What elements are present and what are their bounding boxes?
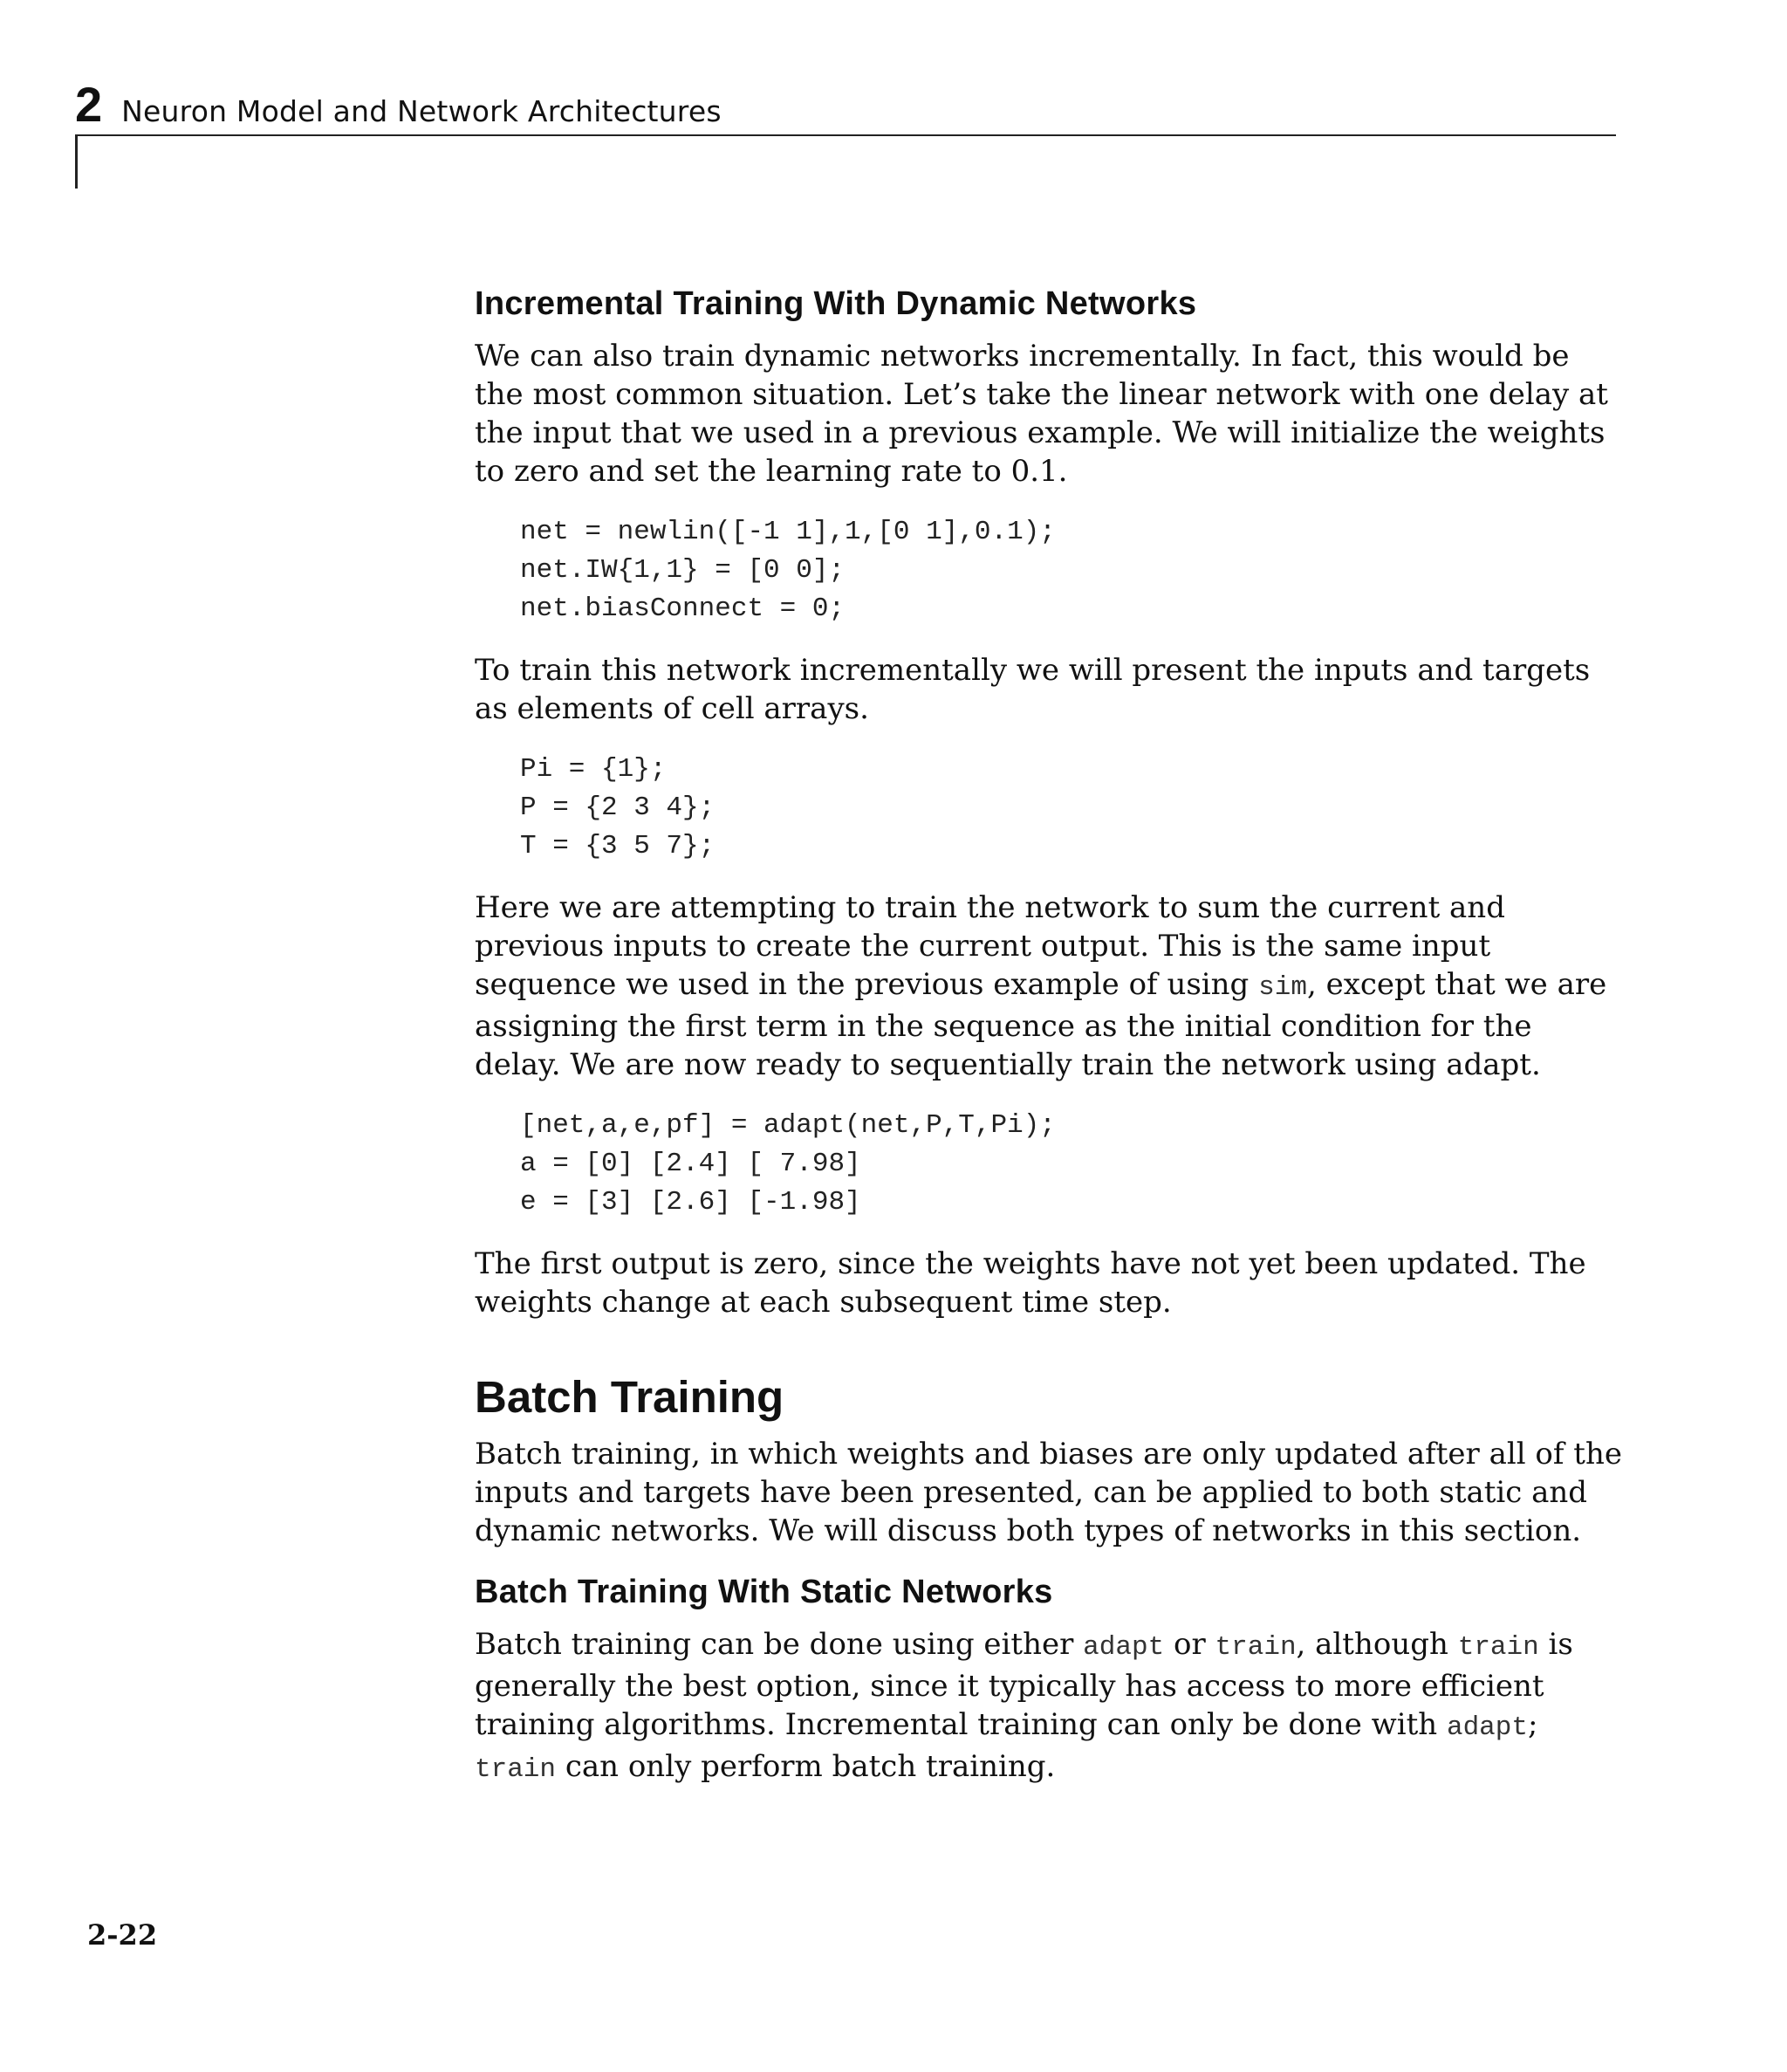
- inline-code: train: [475, 1753, 557, 1785]
- running-header: [75, 77, 722, 134]
- text-run: Batch training can be done using either: [475, 1626, 1084, 1662]
- chapter-number: 2: [75, 77, 103, 132]
- text-run: ;: [1527, 1706, 1538, 1742]
- paragraph: To train this network incrementally we will present the inputs and targets as elements of cell arrays.: [475, 652, 1591, 726]
- code-line: [net,a,e,pf] = adapt(net,P,T,Pi);: [520, 1109, 1056, 1141]
- inline-code: adapt: [1083, 1631, 1165, 1663]
- page-number: 2-22: [87, 1918, 158, 1952]
- text-run: or: [1164, 1626, 1215, 1662]
- page-content: [475, 285, 1626, 1812]
- text-run: can only perform batch training.: [556, 1748, 1056, 1784]
- code-block-adapt: [520, 1107, 1626, 1222]
- code-block-cell-arrays: [520, 751, 1626, 866]
- code-line: T = {3 5 7};: [520, 830, 715, 861]
- text-run: , except that we are assigning the first term in the sequence as the initial condition for the delay. We are now ready to sequentially train the network using adapt.: [475, 966, 1607, 1082]
- code-block-newlin: [520, 513, 1626, 628]
- header-tick: [75, 134, 78, 189]
- inline-code: train: [1457, 1631, 1539, 1663]
- paragraph: Batch training, in which weights and biases are only updated after all of the inputs and targets have been presented, can be applied to both static and dynamic networks. We will discuss both types of networks in this section.: [475, 1437, 1622, 1549]
- text-run: Here we are attempting to train the network to sum the current and previous inputs to create the current output. This is the same input sequence we used in the previous example of using: [475, 889, 1505, 1002]
- code-line: e = [3] [2.6] [-1.98]: [520, 1186, 861, 1218]
- chapter-title: Neuron Model and Network Architectures: [121, 94, 722, 128]
- code-line: a = [0] [2.4] [ 7.98]: [520, 1148, 861, 1179]
- inline-code: sim: [1258, 971, 1307, 1003]
- code-line: P = {2 3 4};: [520, 792, 715, 823]
- paragraph: The first output is zero, since the weights have not yet been updated. The weights change at each subsequent time step.: [475, 1245, 1586, 1320]
- heading-batch-static: Batch Training With Static Networks: [475, 1574, 1053, 1611]
- inline-code: adapt: [1446, 1712, 1528, 1743]
- paragraph: [475, 888, 1626, 1084]
- text-run: is generally the best option, since it typically has access to more efficient training algorithms. Incremental training can only be done with: [475, 1626, 1573, 1742]
- code-line: Pi = {1};: [520, 753, 667, 785]
- paragraph: [475, 1625, 1626, 1789]
- code-line: net = newlin([-1 1],1,[0 1],0.1);: [520, 516, 1056, 547]
- text-run: , although: [1296, 1626, 1458, 1662]
- code-line: net.IW{1,1} = [0 0];: [520, 554, 846, 586]
- header-rule: [75, 134, 1616, 136]
- paragraph: We can also train dynamic networks incrementally. In fact, this would be the most common situation. Let’s take the linear network with one delay at the input that we used in a previous example. We will initialize the weights to zero and set the learning rate to 0.1.: [475, 338, 1608, 489]
- heading-batch-training: Batch Training: [475, 1371, 784, 1422]
- code-line: net.biasConnect = 0;: [520, 593, 846, 624]
- inline-code: train: [1215, 1631, 1297, 1663]
- heading-incremental-dynamic: Incremental Training With Dynamic Networks: [475, 285, 1197, 322]
